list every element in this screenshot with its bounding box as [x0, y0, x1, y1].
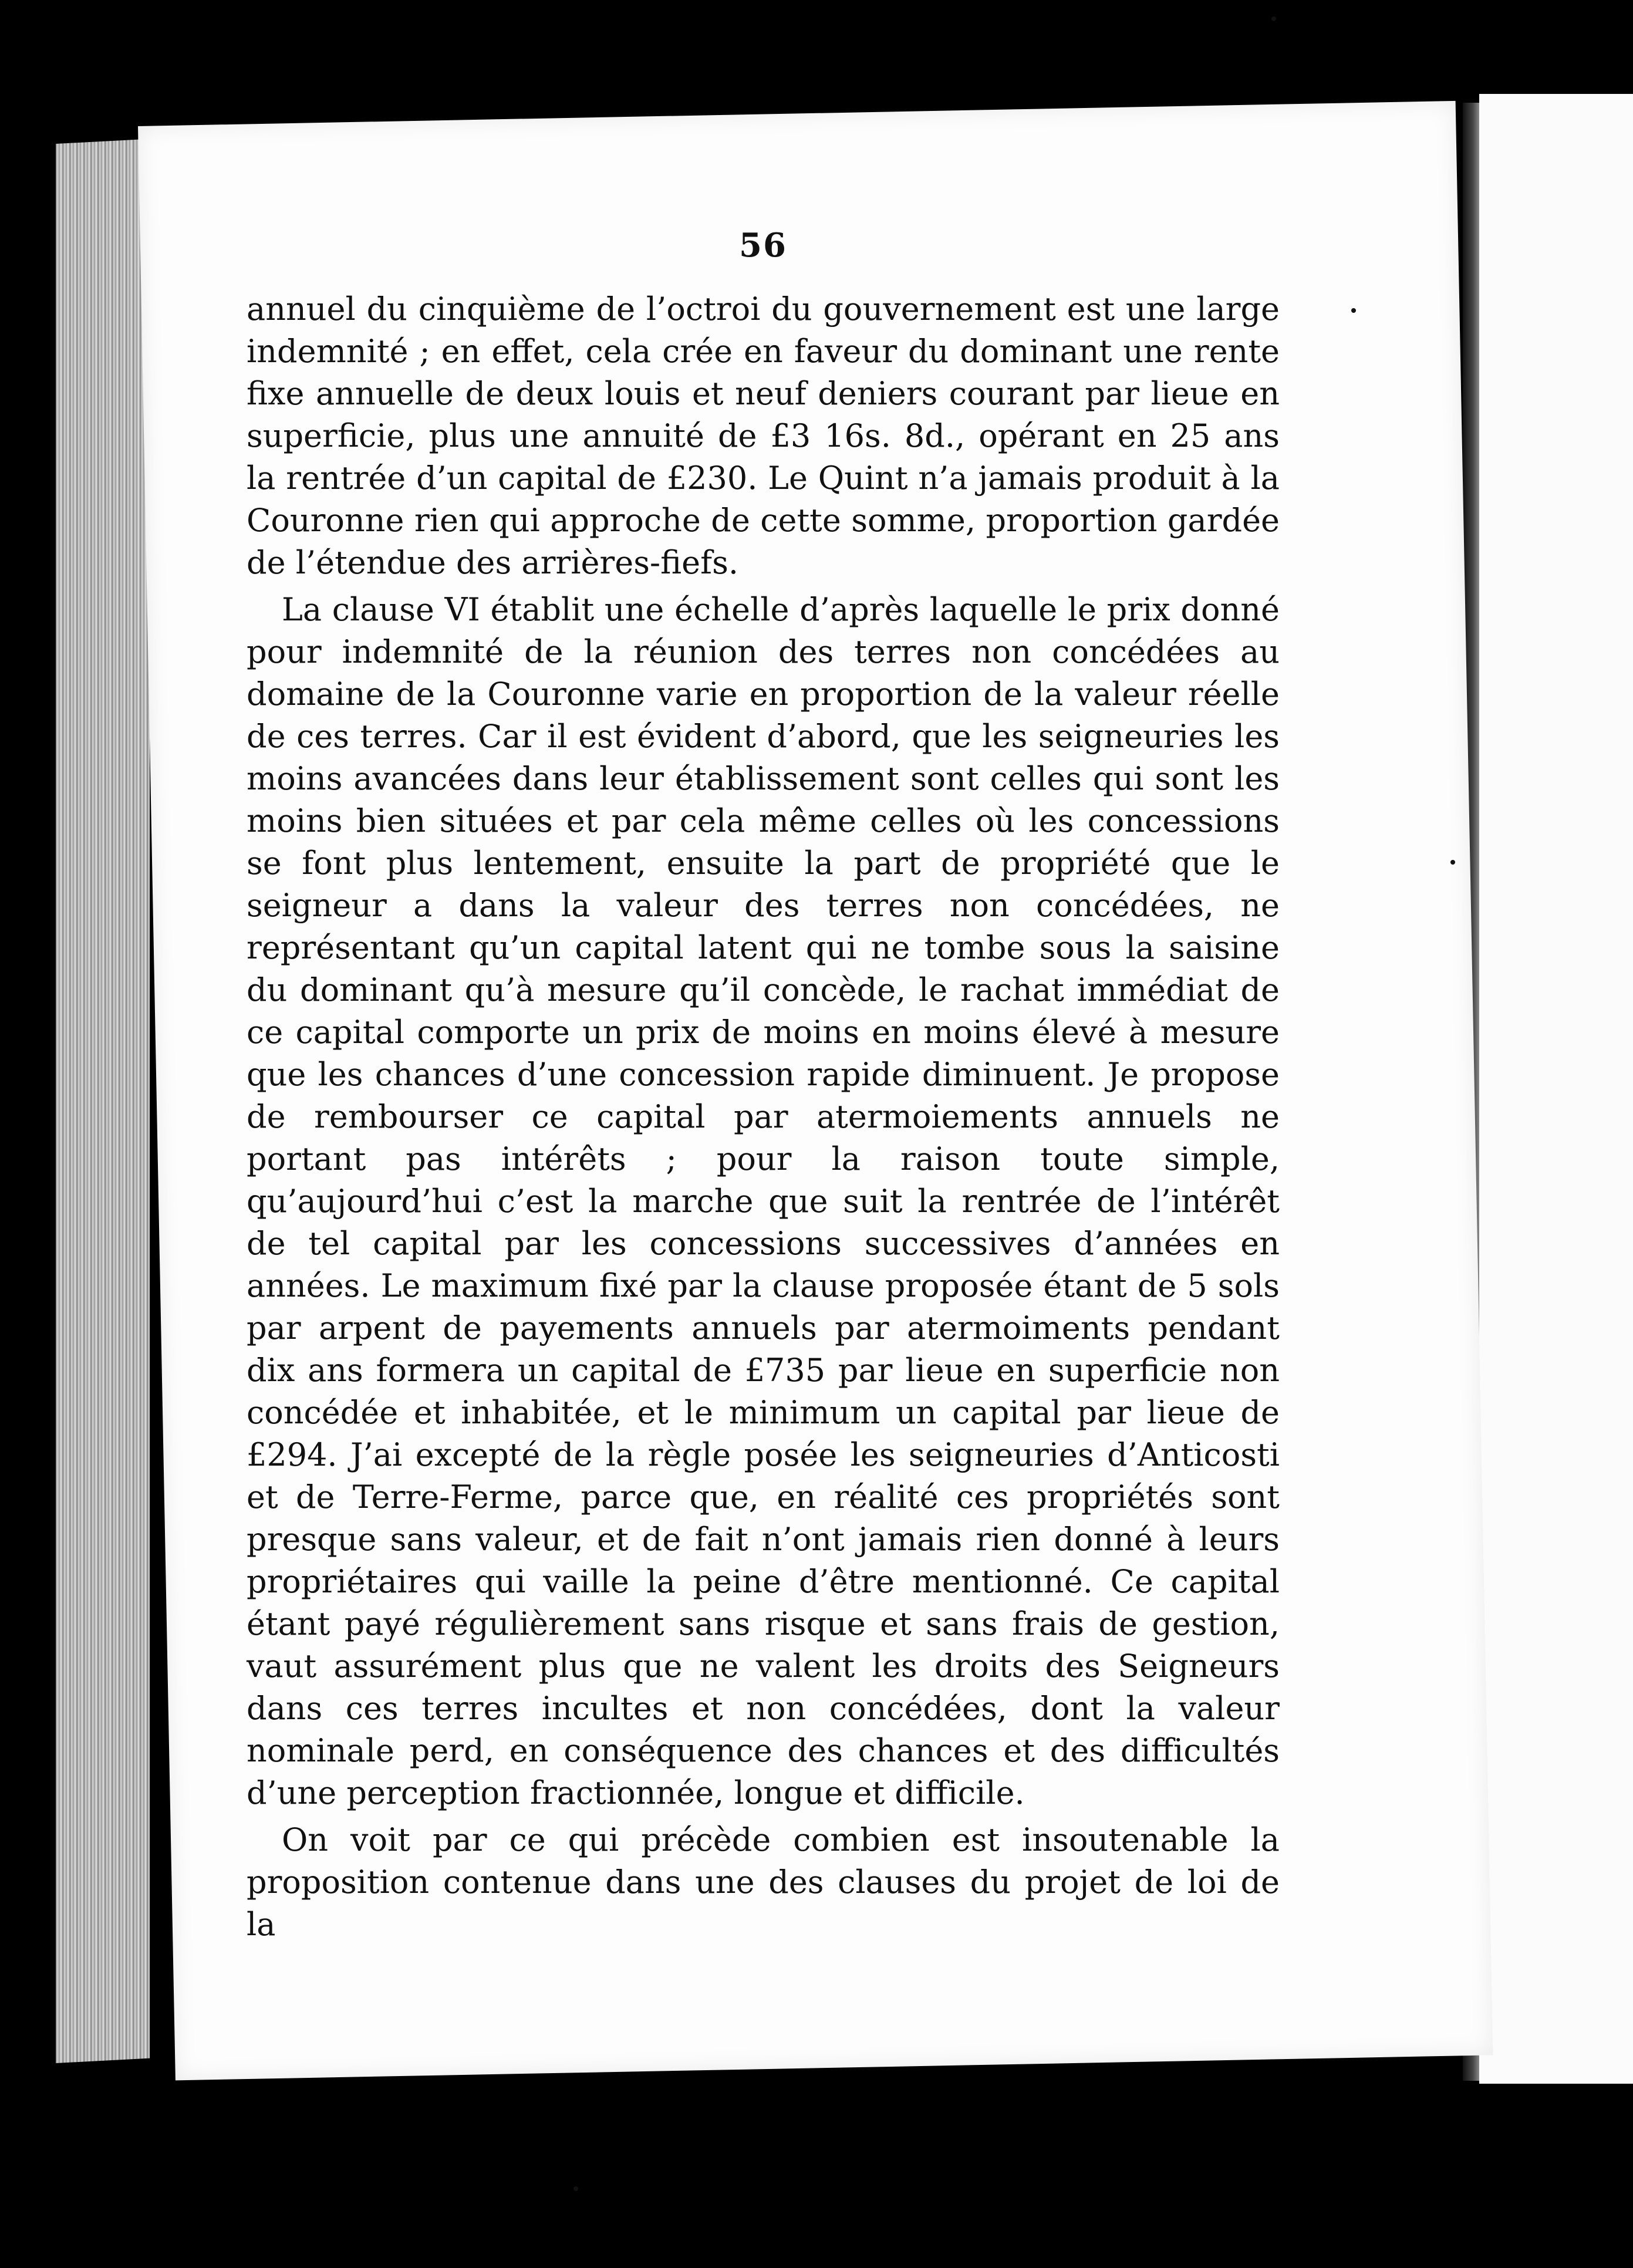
paragraph-continuation: annuel du cinquième de l’octroi du gouvernement est une large indemnité ; en effet, cela crée en faveur du dominant une rente fixe annuelle de deux louis et neuf deniers courant par lieue en superficie, plus une annuité de £3 16s. 8d., opérant en 25 ans la rentrée d’un capital de £230. Le Quint n’a jamais produit à la Couronne rien qui approche de cette somme, proportion gardée de l’étendue des arrières-fiefs. — [247, 291, 1280, 581]
scan-speck — [1351, 308, 1356, 313]
facing-page — [1479, 94, 1633, 2084]
page-edge-stack — [56, 139, 150, 2063]
paragraph-conclusion: On voit par ce qui précède combien est insoutenable la proposition contenue dans une des clauses du projet de loi de la — [247, 1821, 1280, 1943]
page-text-block — [247, 226, 1280, 1946]
scan-speck — [1450, 860, 1455, 865]
scan-speck — [573, 2186, 578, 2191]
paragraph-clause-vi: La clause VI établit une échelle d’après laquelle le prix donné pour indemnité de la réunion des terres non concédées au domaine de la Couronne varie en proportion de la valeur réelle de ces terres. Car il est évident d’abord, que les seigneuries les moins avancées dans leur établissement sont celles qui sont les moins bien situées et par cela même celles où les concessions se font plus lentement, ensuite la part de propriété que le seigneur a dans la valeur des terres non concédées, ne représentant qu’un capital latent qui ne tombe sous la saisine du dominant qu’à mesure qu’il concède, le rachat immédiat de ce capital comporte un prix de moins en moins élevé à mesure que les chances d’une concession rapide diminuent. Je propose de rembourser ce capital par atermoiements annuels ne portant pas intérêts ; pour la raison toute simple, qu’aujourd’hui c’est la marche que suit la rentrée de l’intérêt de tel capital par les concessions successives d’années en années. Le maximum fixé par la clause proposée étant de 5 sols par arpent de payements annuels par atermoiments pendant dix ans formera un capital de £735 par lieue en superficie non concédée et inhabitée, et le minimum un capital par lieue de £294. J’ai excepté de la règle posée les seigneuries d’Anticosti et de Terre-Ferme, parce que, en réalité ces propriétés sont presque sans valeur, et de fait n’ont jamais rien donné à leurs propriétaires qui vaille la peine d’être mentionné. Ce capital étant payé régulièrement sans risque et sans frais de gestion, vaut assurément plus que ne valent les droits des Seigneurs dans ces terres incultes et non concédées, dont la valeur nominale perd, en conséquence des chances et des difficultés d’une perception fractionnée, longue et difficile. — [247, 591, 1280, 1811]
page-number: 56 — [739, 226, 787, 265]
scan-speck — [1271, 16, 1276, 21]
